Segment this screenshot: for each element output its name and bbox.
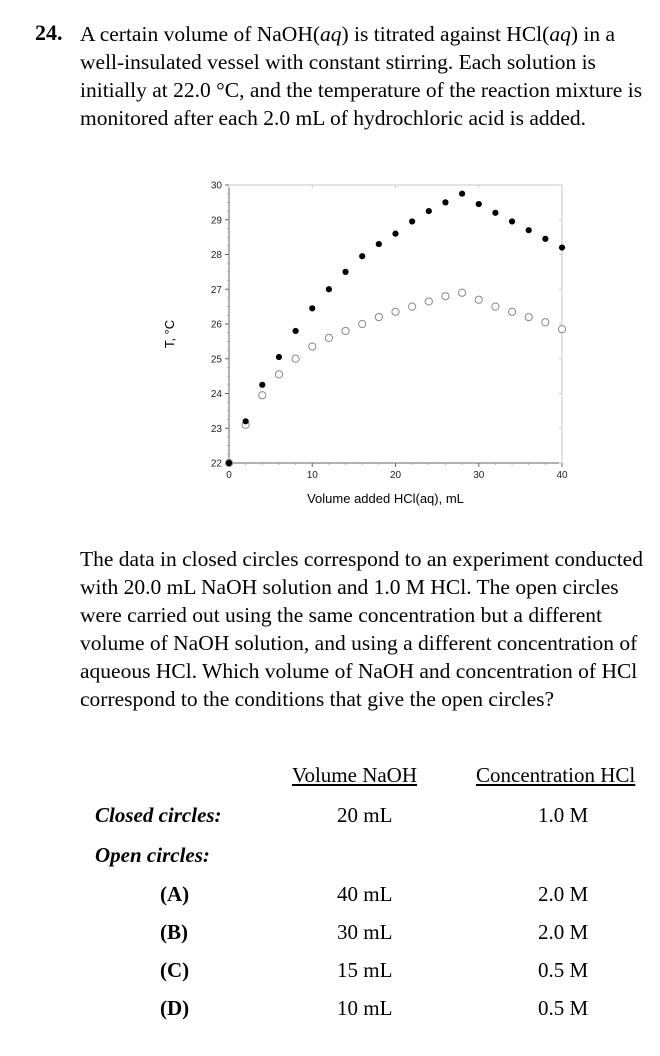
option-a-letter: (A)	[160, 882, 190, 906]
y-tick-label: 28	[210, 250, 222, 261]
option-b-conc: 2.0 M	[538, 920, 589, 944]
x-tick-label: 0	[226, 470, 232, 481]
option-c-volume: 15 mL	[337, 958, 393, 982]
question-paragraph	[80, 545, 650, 713]
closed-circle-point	[542, 236, 548, 242]
y-tick-label: 24	[210, 389, 222, 400]
x-axis-label: Volume added HCl(aq), mL	[307, 491, 464, 506]
open-circle-point	[275, 371, 282, 378]
closed-circle-point	[276, 354, 282, 360]
closed-circle-point	[226, 460, 232, 466]
y-tick-label: 30	[210, 180, 222, 192]
question-paragraph-text: The data in closed circles correspond to an experiment conducted with 20.0 mL NaOH solution and 1.0 M HCl. The open circles were carried out using the same concentration but a different volume of NaOH solution, and using a different concentration of aqueous HCl. Which volume of NaOH and concentration of HCl correspond to the conditions that give the open circles?	[80, 547, 643, 711]
open-circle-point	[425, 298, 432, 305]
closed-circle-point	[476, 201, 482, 207]
closed-circle-point	[559, 244, 565, 250]
open-circles-label: Open circles:	[95, 843, 210, 867]
open-circle-point	[525, 313, 532, 320]
header-volume-naoh: Volume NaOH	[292, 763, 418, 787]
open-circle-point	[409, 303, 416, 310]
open-circle-point	[475, 296, 482, 303]
closed-circle-point	[409, 218, 415, 224]
closed-circle-point	[309, 305, 315, 311]
option-c-conc: 0.5 M	[538, 958, 589, 982]
plot-frame	[229, 185, 562, 463]
stem-aq-1: aq	[320, 22, 342, 46]
closed-circle-point	[326, 286, 332, 292]
y-tick-label: 27	[210, 284, 222, 296]
header-concentration-hcl: Concentration HCl	[476, 763, 636, 787]
closed-circle-point	[509, 218, 515, 224]
closed-circle-point	[526, 227, 532, 233]
option-b-letter: (B)	[160, 920, 188, 944]
y-tick-label: 22	[210, 458, 222, 470]
closed-circle-point	[376, 241, 382, 247]
stem-text-1: A certain volume of NaOH(	[80, 22, 321, 46]
y-tick-label: 29	[210, 215, 222, 227]
y-tick-label: 25	[210, 354, 222, 366]
open-circle-point	[442, 293, 449, 300]
closed-circle-point	[293, 328, 299, 334]
open-circle-point	[375, 313, 382, 320]
closed-circle-point	[392, 231, 398, 237]
question-stem	[80, 20, 650, 132]
option-d-letter: (D)	[160, 996, 190, 1020]
closed-circle-point	[243, 418, 249, 424]
stem-aq-2: aq	[549, 22, 571, 46]
open-circle-point	[542, 319, 549, 326]
option-a-conc: 2.0 M	[538, 882, 589, 906]
closed-conc: 1.0 M	[538, 803, 589, 827]
open-circle-point	[392, 308, 399, 315]
option-a-volume: 40 mL	[337, 882, 393, 906]
open-circle-point	[492, 303, 499, 310]
closed-circle-point	[459, 191, 465, 197]
open-circle-point	[359, 320, 366, 327]
open-circle-point	[508, 308, 515, 315]
open-circle-point	[325, 334, 332, 341]
option-d-conc: 0.5 M	[538, 996, 589, 1020]
closed-circle-point	[259, 382, 265, 388]
open-circle-point	[292, 355, 299, 362]
x-tick-label: 20	[389, 470, 402, 481]
stem-text-3: ) in a well-insulated vessel with constant stirring. Each solution is initially at 22.0 °C, and the temperature of the reaction mixture is monitored after each 2.0 mL of hydrochloric acid is added.	[80, 22, 643, 130]
closed-circle-point	[442, 199, 448, 205]
x-tick-label: 10	[306, 470, 318, 481]
open-circle-point	[558, 326, 565, 333]
option-d-volume: 10 mL	[337, 996, 393, 1020]
open-circle-point	[309, 343, 316, 350]
open-circle-point	[259, 392, 266, 399]
temperature-chart	[140, 170, 590, 520]
closed-circle-point	[426, 208, 432, 214]
y-axis-label: T, °C	[162, 319, 177, 349]
option-c-letter: (C)	[160, 958, 190, 982]
y-tick-label: 26	[210, 319, 222, 331]
open-circle-point	[342, 327, 349, 334]
x-tick-label: 40	[556, 470, 568, 481]
question-number: 24.	[35, 20, 63, 45]
closed-circles-label: Closed circles:	[95, 803, 222, 827]
closed-volume: 20 mL	[337, 803, 393, 827]
stem-text-2: ) is titrated against HCl(	[341, 22, 550, 46]
closed-circle-point	[492, 210, 498, 216]
y-tick-label: 23	[210, 423, 222, 435]
closed-circle-point	[342, 269, 348, 275]
closed-circle-point	[359, 253, 365, 259]
option-b-volume: 30 mL	[337, 920, 393, 944]
x-tick-label: 30	[473, 470, 485, 481]
open-circle-point	[459, 289, 466, 296]
